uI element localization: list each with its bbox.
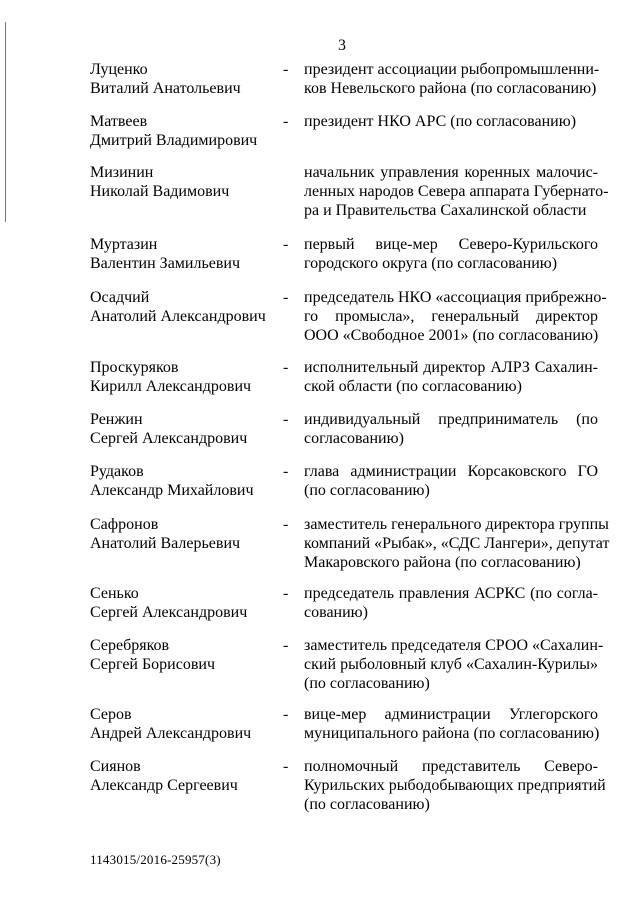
position-line: председатель НКО «ассоциация прибрежно- — [304, 289, 607, 306]
member-position — [304, 60, 598, 98]
dash-separator: - — [283, 61, 289, 78]
member-surname: Серов — [90, 706, 132, 723]
member-surname: Луценко — [90, 61, 148, 78]
position-line: первый вице-мер Северо-Курильского — [304, 236, 598, 253]
member-given-name: Александр Сергеевич — [90, 777, 238, 794]
position-line: сованию) — [304, 604, 368, 621]
position-line: компаний «Рыбак», «СДС Лангери», депутат — [304, 535, 610, 552]
position-line: (по согласованию) — [304, 482, 430, 499]
member-position — [304, 288, 607, 345]
member-given-name: Сергей Александрович — [90, 604, 248, 621]
position-line: ский рыболовный клуб «Сахалин-Курилы» — [304, 656, 598, 673]
member-surname: Мизинин — [90, 164, 154, 181]
member-position — [304, 757, 606, 814]
member-name — [90, 410, 280, 448]
member-position — [304, 705, 598, 743]
position-line: индивидуальный предприниматель (по — [304, 411, 598, 428]
position-line: начальник управления коренных малочис- — [304, 164, 598, 181]
member-name — [90, 757, 280, 795]
dash-separator: - — [283, 359, 289, 376]
member-surname: Муртазин — [90, 236, 158, 253]
dash-separator: - — [283, 706, 289, 723]
position-line: согласованию) — [304, 430, 404, 447]
member-name — [90, 705, 280, 743]
member-name — [90, 584, 280, 622]
member-given-name: Кирилл Александрович — [90, 378, 252, 395]
member-name — [90, 288, 280, 326]
member-name — [90, 515, 280, 553]
position-line: муниципального района (по согласованию) — [304, 725, 600, 742]
member-surname: Осадчий — [90, 289, 150, 306]
member-name — [90, 235, 280, 273]
position-line: ков Невельского района (по согласованию) — [304, 80, 597, 97]
member-given-name: Николай Вадимович — [90, 183, 230, 200]
member-position — [304, 112, 598, 131]
member-given-name: Анатолий Валерьевич — [90, 535, 241, 552]
position-line: ленных народов Севера аппарата Губернато- — [304, 183, 609, 200]
member-given-name: Сергей Александрович — [90, 430, 248, 447]
dash-separator: - — [283, 236, 289, 253]
position-line: го промысла», генеральный директор — [304, 308, 598, 325]
position-line: президент НКО АРС (по согласованию) — [304, 113, 577, 130]
position-line: заместитель генерального директора группы — [304, 516, 609, 533]
member-position — [304, 163, 609, 220]
page-number: 3 — [338, 37, 346, 54]
dash-separator: - — [283, 113, 289, 130]
position-line: ООО «Свободное 2001» (по согласованию) — [304, 327, 599, 344]
dash-separator: - — [283, 637, 289, 654]
member-surname: Сафронов — [90, 516, 159, 533]
member-position — [304, 235, 598, 273]
position-line: исполнительный директор АЛРЗ Сахалин- — [304, 359, 598, 376]
member-given-name: Виталий Анатольевич — [90, 80, 241, 97]
member-given-name: Дмитрий Владимирович — [90, 132, 258, 149]
member-given-name: Анатолий Александрович — [90, 308, 266, 325]
member-name — [90, 462, 280, 500]
dash-separator: - — [283, 411, 289, 428]
position-line: (по согласованию) — [304, 796, 430, 813]
member-name — [90, 163, 280, 201]
member-given-name: Андрей Александрович — [90, 725, 252, 742]
position-line: глава администрации Корсаковского ГО — [304, 463, 598, 480]
dash-separator: - — [283, 289, 289, 306]
dash-separator: - — [283, 463, 289, 480]
member-surname: Серебряков — [90, 637, 170, 654]
member-given-name: Александр Михайлович — [90, 482, 254, 499]
page-edge-rule — [5, 22, 6, 222]
position-line: Курильских рыбодобывающих предприятий — [304, 777, 606, 794]
member-position — [304, 515, 610, 572]
position-line: Макаровского района (по согласованию) — [304, 554, 581, 571]
member-position — [304, 584, 598, 622]
member-given-name: Сергей Борисович — [90, 656, 215, 673]
member-position — [304, 462, 598, 500]
position-line: председатель правления АСРКС (по согла- — [304, 585, 598, 602]
position-line: заместитель председателя СРОО «Сахалин- — [304, 637, 604, 654]
dash-separator: - — [283, 585, 289, 602]
dash-separator: - — [283, 758, 289, 775]
member-position — [304, 410, 598, 448]
member-surname: Проскуряков — [90, 359, 179, 376]
position-line: ской области (по согласованию) — [304, 378, 522, 395]
member-surname: Сиянов — [90, 758, 141, 775]
position-line: вице-мер администрации Углегорского — [304, 706, 598, 723]
position-line: (по согласованию) — [304, 675, 430, 692]
document-registration-code: 1143015/2016-25957(3) — [90, 852, 221, 867]
member-name — [90, 60, 280, 98]
position-line: президент ассоциации рыбопромышленни- — [304, 61, 600, 78]
position-line: полномочный представитель Северо- — [304, 758, 598, 775]
member-position — [304, 358, 598, 396]
member-given-name: Валентин Замильевич — [90, 255, 241, 272]
member-surname: Матвеев — [90, 113, 148, 130]
member-surname: Сенько — [90, 585, 139, 602]
member-name — [90, 636, 280, 674]
member-surname: Рудаков — [90, 463, 144, 480]
dash-separator: - — [283, 516, 289, 533]
position-line: ра и Правительства Сахалинской области — [304, 202, 587, 219]
member-name — [90, 358, 280, 396]
member-position — [304, 636, 604, 693]
member-surname: Ренжин — [90, 411, 143, 428]
position-line: городского округа (по согласованию) — [304, 255, 558, 272]
member-name — [90, 112, 280, 150]
